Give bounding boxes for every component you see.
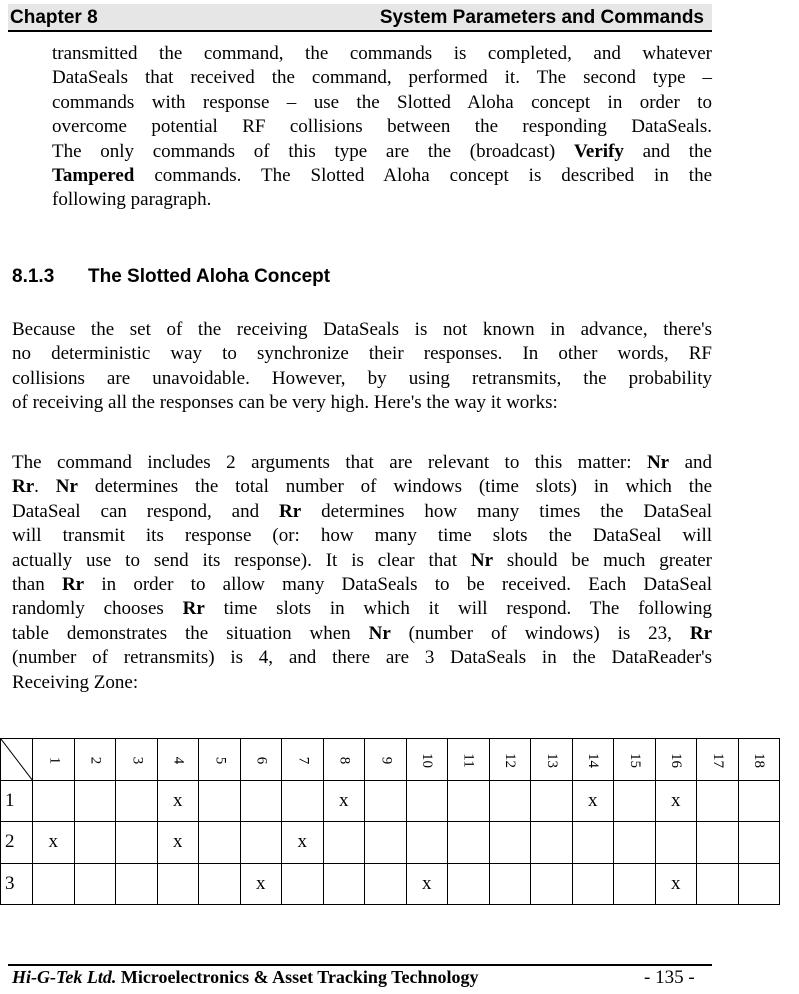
- page-header: [8, 4, 712, 32]
- section-title: The Slotted Aloha Concept: [88, 266, 331, 287]
- table-cell: [116, 863, 158, 905]
- table-cell: [531, 822, 573, 864]
- table-cell: [323, 863, 365, 905]
- table-cell: x: [655, 780, 697, 822]
- table-cell: x: [33, 822, 75, 864]
- text-line: Tampered commands. The Slotted Aloha concept is described in the: [52, 165, 713, 187]
- tampered-term: Tampered: [52, 165, 135, 187]
- table-cell: [240, 780, 282, 822]
- column-header: 14: [572, 739, 614, 781]
- table-cell: [116, 822, 158, 864]
- table-cell: [116, 780, 158, 822]
- table-cell: [572, 863, 614, 905]
- text-line: will transmit its response (or: how many time slots the DataSeal will: [12, 525, 712, 547]
- table-cell: [738, 863, 780, 905]
- table-cell: [365, 863, 407, 905]
- table-cell: [697, 780, 739, 822]
- table-cell: [33, 863, 75, 905]
- paragraph-2: [12, 318, 712, 416]
- table-cell: [74, 863, 116, 905]
- column-header: 2: [74, 739, 116, 781]
- table-row: [1, 863, 780, 905]
- column-header: 15: [614, 739, 656, 781]
- table-cell: [697, 863, 739, 905]
- text-line: no deterministic way to synchronize their responses. In other words, RF: [12, 343, 712, 365]
- text-line: than Rr in order to allow many DataSeals to be received. Each DataSeal: [12, 574, 713, 596]
- table-cell: x: [323, 780, 365, 822]
- text-line: Because the set of the receiving DataSeals is not known in advance, there's: [12, 319, 712, 340]
- table-cell: [655, 822, 697, 864]
- table-cell: [489, 780, 531, 822]
- table-cell: [738, 780, 780, 822]
- column-header: 17: [697, 739, 739, 781]
- table-cell: [282, 863, 324, 905]
- row-label: 1: [1, 780, 33, 822]
- table-cell: [157, 863, 199, 905]
- footer-company: Hi-G-Tek Ltd. Microelectronics & Asset Tracking Technology: [12, 967, 479, 987]
- column-header: 12: [489, 739, 531, 781]
- column-header: 6: [240, 739, 282, 781]
- table-cell: [199, 780, 241, 822]
- paragraph-1: [52, 42, 712, 213]
- column-header: 4: [157, 739, 199, 781]
- text-line: DataSeals that received the command, performed it. The second type –: [52, 67, 712, 89]
- table-cell: [614, 822, 656, 864]
- text-line: table demonstrates the situation when Nr (number of windows) is 23, Rr: [12, 622, 712, 644]
- table-header-row: [1, 739, 780, 781]
- text-line: randomly chooses Rr time slots in which it will respond. The following: [12, 598, 712, 620]
- table-cell: [614, 863, 656, 905]
- text-line: transmitted the command, the commands is completed, and whatever: [52, 43, 712, 64]
- text-line: The only commands of this type are the (broadcast) Verify and the: [52, 140, 712, 162]
- chapter-title: System Parameters and Commands: [379, 7, 704, 28]
- table-cell: [406, 780, 448, 822]
- table-cell: [489, 863, 531, 905]
- table-cell: [489, 822, 531, 864]
- chapter-label: Chapter 8: [10, 7, 98, 28]
- text-line: Rr. Nr determines the total number of windows (time slots) in which the: [12, 476, 713, 498]
- column-header: 18: [738, 739, 780, 781]
- row-label: 2: [1, 822, 33, 864]
- column-header: 1: [33, 739, 75, 781]
- column-header: 10: [406, 739, 448, 781]
- table-cell: [406, 822, 448, 864]
- table-cell: x: [406, 863, 448, 905]
- text-line: overcome potential RF collisions between the responding DataSeals.: [52, 116, 712, 138]
- table-cell: x: [572, 780, 614, 822]
- text-line: collisions are unavoidable. However, by using retransmits, the probability: [12, 367, 712, 389]
- table-cell: [33, 780, 75, 822]
- table-cell: [697, 822, 739, 864]
- table-cell: [448, 780, 490, 822]
- time-slot-table: [0, 738, 780, 905]
- table-cell: [448, 822, 490, 864]
- section-number: 8.1.3: [12, 266, 55, 287]
- table-cell: [738, 822, 780, 864]
- column-header: 7: [282, 739, 324, 781]
- table-row: [1, 780, 780, 822]
- text-line: Receiving Zone:: [12, 671, 139, 693]
- page-number: - 135 -: [644, 967, 695, 988]
- text-line: following paragraph.: [52, 189, 212, 211]
- table-cell: [365, 780, 407, 822]
- table-cell: x: [282, 822, 324, 864]
- text-line: (number of retransmits) is 4, and there are 3 DataSeals in the DataReader's: [12, 647, 712, 669]
- table-cell: [531, 780, 573, 822]
- column-header: 3: [116, 739, 158, 781]
- table-cell: x: [157, 822, 199, 864]
- text-line: The command includes 2 arguments that are relevant to this matter: Nr and: [12, 452, 712, 473]
- column-header: 5: [199, 739, 241, 781]
- table-cell: [199, 863, 241, 905]
- table-cell: [365, 822, 407, 864]
- table-cell: [74, 822, 116, 864]
- table-cell: [74, 780, 116, 822]
- section-heading: [12, 266, 330, 288]
- text-line: actually use to send its response). It is clear that Nr should be much greater: [12, 549, 712, 571]
- table-cell: x: [655, 863, 697, 905]
- text-line: DataSeal can respond, and Rr determines how many times the DataSeal: [12, 500, 713, 522]
- column-header: 11: [448, 739, 490, 781]
- table-cell: [323, 822, 365, 864]
- column-header: 9: [365, 739, 407, 781]
- row-label: 3: [1, 863, 33, 905]
- footer-rule: [8, 964, 712, 966]
- table-cell: x: [240, 863, 282, 905]
- column-header: 13: [531, 739, 573, 781]
- text-line: of receiving all the responses can be very high. Here's the way it works:: [12, 392, 558, 414]
- table-cell: [199, 822, 241, 864]
- table-cell: [282, 780, 324, 822]
- text-line: commands with response – use the Slotted Aloha concept in order to: [52, 91, 712, 113]
- column-header: 16: [655, 739, 697, 781]
- table-cell: [448, 863, 490, 905]
- paragraph-3: [12, 451, 712, 695]
- table-cell: [531, 863, 573, 905]
- table-corner: [1, 739, 33, 781]
- verify-term: Verify: [573, 140, 624, 162]
- table-cell: [572, 822, 614, 864]
- table-cell: [614, 780, 656, 822]
- table-cell: [240, 822, 282, 864]
- column-header: 8: [323, 739, 365, 781]
- corner-diagonal: [1, 739, 33, 781]
- table-cell: x: [157, 780, 199, 822]
- table-row: [1, 822, 780, 864]
